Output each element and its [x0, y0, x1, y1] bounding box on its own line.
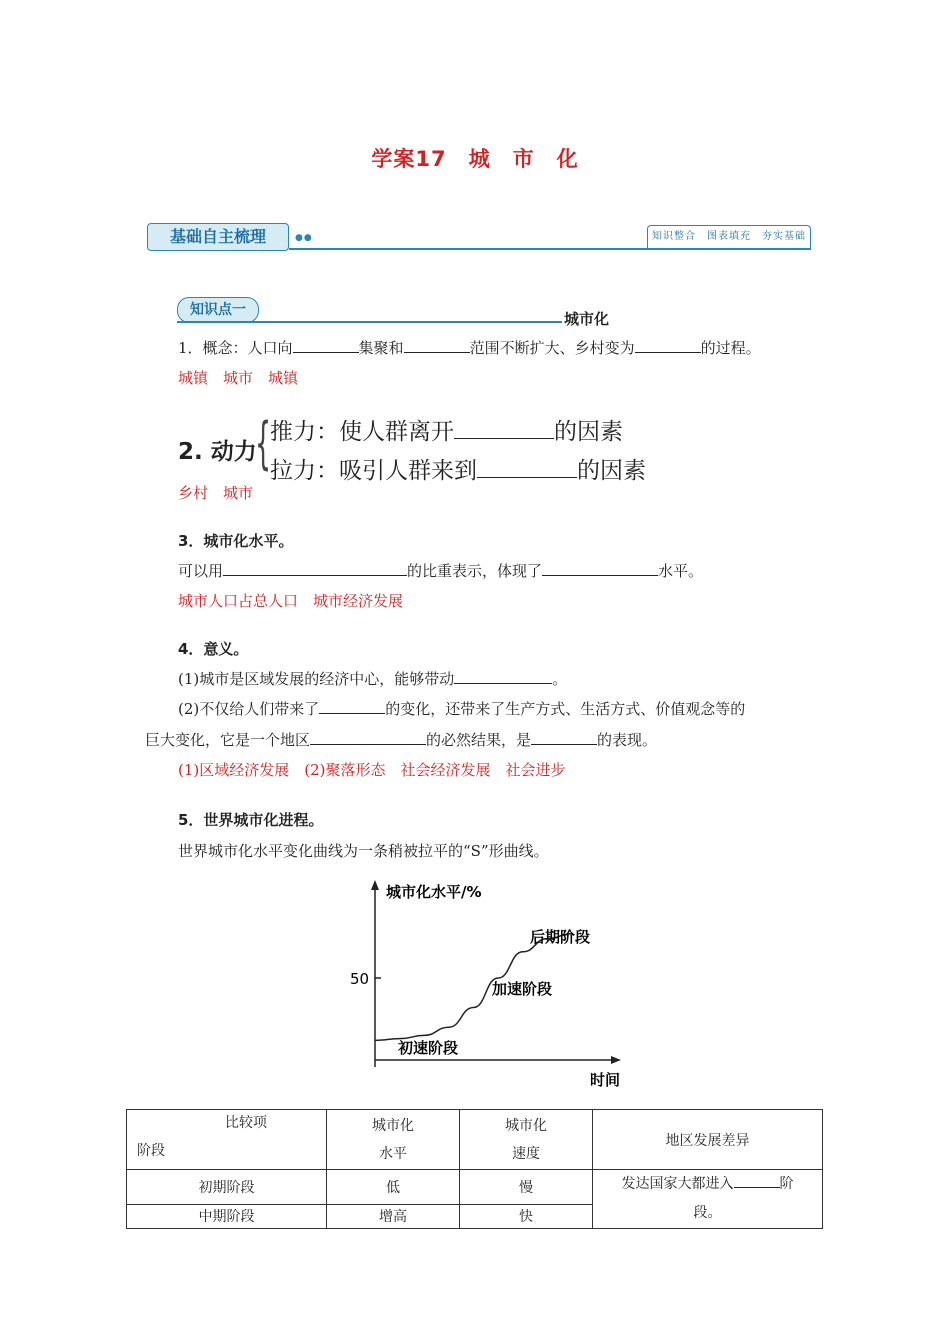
table-header-row: [127, 1110, 823, 1170]
banner-label: 基础自主梳理: [147, 223, 289, 251]
section-banner: [147, 221, 811, 251]
note-text-c: 段。: [693, 1205, 722, 1221]
header-level-b: 水平: [379, 1145, 407, 1162]
brace-icon: {: [255, 411, 272, 476]
item-1-concept: [178, 337, 761, 358]
table-header-diff: 地区发展差异: [593, 1110, 823, 1170]
knowledge-point-heading: 城市化: [564, 310, 610, 328]
item-3-text-a: 可以用: [178, 562, 224, 580]
item-2-push: [270, 413, 623, 446]
annotation-late-stage: 后期阶段: [530, 928, 591, 946]
banner-divider: [289, 248, 811, 250]
banner-subtitle: 知识整合 图表填充 夯实基础: [647, 225, 811, 248]
item-3-heading: 3．城市化水平。: [178, 532, 294, 550]
item-3-answer: 城市人口占总人口 城市经济发展: [178, 592, 404, 610]
item-1-text-c: 范围不断扩大、乡村变为: [469, 339, 635, 357]
blank[interactable]: [635, 338, 701, 353]
row-speed: 慢: [460, 1170, 593, 1205]
note-text-a: 发达国家大都进入: [621, 1176, 734, 1192]
row-stage: 中期阶段: [127, 1204, 327, 1228]
item-3-text-b: 的比重表示，体现了: [407, 562, 543, 580]
table-header-level: [327, 1110, 460, 1170]
item-4-heading: 4．意义。: [178, 640, 249, 658]
header-level-a: 城市化: [372, 1117, 414, 1134]
pull-text-a: 拉力：吸引人群来到: [270, 458, 477, 484]
table-diag-header: [127, 1110, 327, 1170]
item-3-text: [178, 560, 703, 581]
row-level: 增高: [327, 1204, 460, 1228]
blank[interactable]: [454, 418, 554, 439]
annotation-acceleration-stage: 加速阶段: [492, 980, 553, 998]
note-text-b: 阶: [779, 1176, 794, 1192]
header-item: 比较项: [225, 1115, 267, 1131]
knowledge-point-divider: [177, 321, 562, 323]
row-speed: 快: [460, 1204, 593, 1228]
blank[interactable]: [310, 730, 426, 745]
item-4-p1-end: 。: [552, 670, 568, 688]
item-4-p2-text-e: 的表现。: [597, 731, 658, 749]
banner-dots-icon: ●●: [295, 233, 313, 243]
item-2-pull: [270, 452, 646, 485]
push-text-a: 推力：使人群离开: [270, 419, 454, 445]
blank[interactable]: [293, 338, 359, 353]
blank[interactable]: [542, 561, 658, 576]
blank[interactable]: [531, 730, 597, 745]
item-1-text-a: 1．概念：人口向: [178, 339, 293, 357]
comparison-table: [126, 1109, 823, 1229]
row-stage: 初期阶段: [127, 1170, 327, 1205]
y-axis-arrow-icon: [371, 880, 379, 890]
blank[interactable]: [223, 561, 407, 576]
blank[interactable]: [454, 669, 552, 684]
item-4-p2-text-b: 的变化，还带来了生产方式、生活方式、价值观念等的: [385, 700, 746, 718]
item-4-p2-line1: [178, 698, 745, 719]
item-4-p2-text-c: 巨大变化，它是一个地区: [145, 731, 311, 749]
blank[interactable]: [734, 1173, 780, 1188]
blank[interactable]: [477, 457, 577, 478]
item-1-text-d: 的过程。: [700, 339, 761, 357]
item-3-text-c: 水平。: [658, 562, 704, 580]
annotation-initial-stage: 初速阶段: [398, 1039, 459, 1057]
knowledge-point-badge: 知识点一: [177, 297, 259, 323]
x-axis-label: 时间: [590, 1071, 621, 1089]
item-4-p1: [178, 668, 567, 689]
item-5-heading: 5．世界城市化进程。: [178, 811, 324, 829]
table-row: [127, 1170, 823, 1205]
header-speed-b: 速度: [512, 1145, 540, 1162]
pull-text-b: 的因素: [577, 458, 646, 484]
item-1-answer: 城镇 城市 城镇: [178, 369, 299, 387]
row-level: 低: [327, 1170, 460, 1205]
y-tick-label: 50: [350, 970, 370, 988]
item-5-text: 世界城市化水平变化曲线为一条稍被拉平的“S”形曲线。: [178, 842, 549, 860]
item-1-text-b: 集聚和: [358, 339, 404, 357]
push-text-b: 的因素: [554, 419, 623, 445]
header-stage: 阶段: [137, 1143, 165, 1159]
urbanization-chart: [340, 872, 640, 1092]
item-4-p2-line2: [145, 729, 657, 750]
y-axis-label: 城市化水平/%: [386, 883, 482, 901]
item-4-p2-text-a: (2)不仅给人们带来了: [178, 700, 320, 718]
x-axis-arrow-icon: [611, 1056, 621, 1064]
item-4-answer: (1)区域经济发展 (2)聚落形态 社会经济发展 社会进步: [178, 761, 566, 779]
item-4-p2-text-d: 的必然结果，是: [426, 731, 532, 749]
blank[interactable]: [319, 699, 385, 714]
table-header-speed: [460, 1110, 593, 1170]
table-note-cell: [593, 1170, 823, 1229]
page-title: 学案17 城 市 化: [371, 147, 579, 171]
header-speed-a: 城市化: [505, 1117, 547, 1134]
item-2-label: 2. 动力: [178, 439, 257, 465]
blank[interactable]: [404, 338, 470, 353]
item-2-answer: 乡村 城市: [178, 484, 254, 502]
item-4-p1-text: (1)城市是区域发展的经济中心，能够带动: [178, 670, 455, 688]
